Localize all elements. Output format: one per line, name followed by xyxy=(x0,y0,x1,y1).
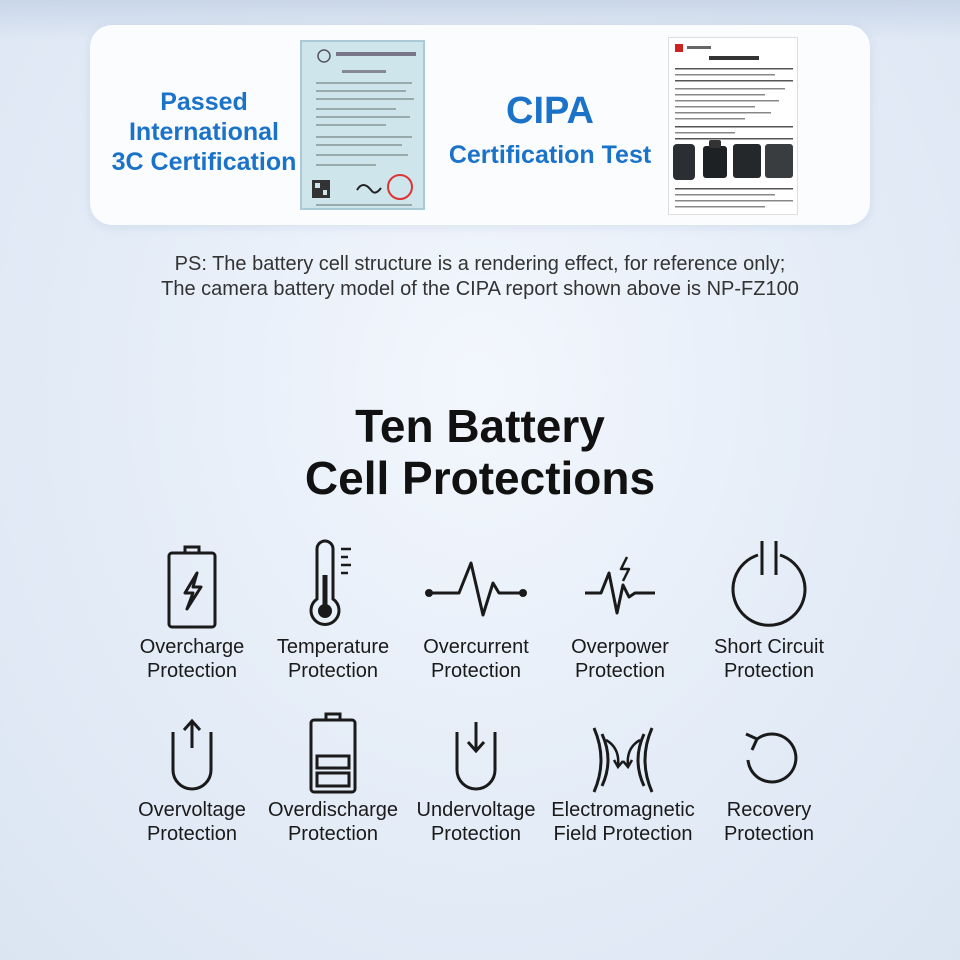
cert-3c-line2: International xyxy=(128,118,279,146)
feature-short-circuit xyxy=(694,535,844,683)
heading-line2: Cell Protections xyxy=(304,452,656,504)
feature-electromagnetic xyxy=(548,710,698,846)
feature-label-line1: Overcurrent xyxy=(423,636,529,658)
feature-recovery xyxy=(694,710,844,846)
arrow-up-u-icon xyxy=(157,710,227,798)
feature-label-line2: Field Protection xyxy=(553,823,693,845)
cipa-title: CIPA xyxy=(506,90,594,132)
pulse-wave-icon xyxy=(421,535,531,635)
cert-3c-line3: 3C Certification xyxy=(111,148,297,176)
feature-label-line1: Short Circuit xyxy=(713,636,825,658)
disclaimer-line1: PS: The battery cell structure is a rendering effect, for reference only; xyxy=(174,253,786,275)
feature-label-line2: Protection xyxy=(574,660,666,682)
feature-label-line1: Temperature xyxy=(276,636,390,658)
certification-card xyxy=(90,25,870,225)
feature-overpower xyxy=(545,535,695,683)
feature-overdischarge xyxy=(258,710,408,846)
feature-label-line1: Overpower xyxy=(571,636,669,658)
thermometer-icon xyxy=(293,535,373,635)
feature-temperature xyxy=(258,535,408,683)
feature-label-line2: Protection xyxy=(723,660,815,682)
feature-label-line2: Protection xyxy=(146,660,238,682)
feature-label-line2: Protection xyxy=(146,823,238,845)
recovery-arrow-icon xyxy=(724,710,814,798)
feature-label-line2: Protection xyxy=(723,823,815,845)
arrow-down-u-icon xyxy=(441,710,511,798)
disclaimer-line2: The camera battery model of the CIPA report shown above is NP-FZ100 xyxy=(161,278,799,300)
feature-label-line1: Electromagnetic xyxy=(551,799,695,821)
feature-label-line1: Overdischarge xyxy=(267,799,399,821)
cert-3c-text xyxy=(104,87,304,177)
power-icon xyxy=(724,535,814,635)
cert-3c-line1: Passed xyxy=(160,88,248,116)
cipa-report-document-image xyxy=(668,37,798,215)
feature-label-line1: Overvoltage xyxy=(138,799,246,821)
feature-overcharge xyxy=(117,535,267,683)
cipa-subtitle: Certification Test xyxy=(448,141,652,169)
feature-label-line1: Recovery xyxy=(726,799,812,821)
disclaimer-note xyxy=(0,252,960,302)
feature-overcurrent xyxy=(401,535,551,683)
pulse-bolt-icon xyxy=(575,535,665,635)
feature-label-line2: Protection xyxy=(430,823,522,845)
cert-3c-document-image xyxy=(300,40,425,210)
feature-label-line2: Protection xyxy=(287,660,379,682)
section-heading xyxy=(0,400,960,504)
electromagnetic-field-icon xyxy=(578,710,668,798)
feature-label-line1: Undervoltage xyxy=(416,799,536,821)
battery-low-icon xyxy=(298,710,368,798)
battery-bolt-icon xyxy=(157,535,227,635)
heading-line1: Ten Battery xyxy=(355,400,605,452)
feature-label-line2: Protection xyxy=(430,660,522,682)
feature-label-line2: Protection xyxy=(287,823,379,845)
feature-overvoltage xyxy=(117,710,267,846)
feature-label-line1: Overcharge xyxy=(139,636,245,658)
feature-undervoltage xyxy=(401,710,551,846)
